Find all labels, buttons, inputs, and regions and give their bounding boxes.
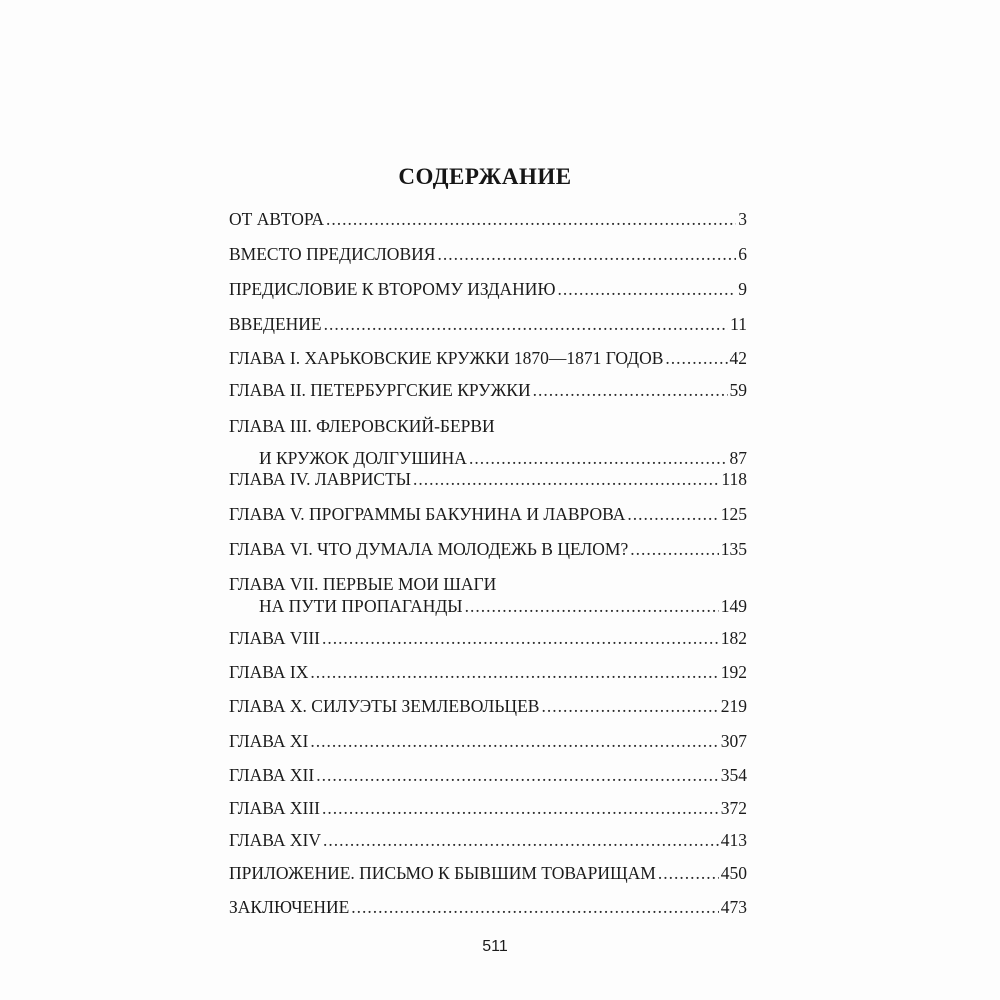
toc-entry xyxy=(229,379,747,401)
toc-entry-title: ОТ АВТОРА xyxy=(229,209,325,229)
toc-entry-title: ГЛАВА XII xyxy=(229,765,315,785)
toc-entry xyxy=(229,730,747,752)
toc-entry xyxy=(229,695,747,717)
toc-entry-page: 450 xyxy=(720,863,747,883)
toc-entry xyxy=(229,415,747,469)
dot-leader xyxy=(413,468,719,490)
toc-entry-page: 11 xyxy=(730,314,747,334)
toc-entry xyxy=(229,278,747,300)
toc-entry-title: ГЛАВА VI. ЧТО ДУМАЛА МОЛОДЕЖЬ В ЦЕЛОМ? xyxy=(229,539,629,559)
toc-entry xyxy=(229,313,747,335)
toc-entry-page: 354 xyxy=(720,765,747,785)
dot-leader xyxy=(557,278,736,300)
toc-entry-page: 413 xyxy=(720,830,747,850)
toc-entry xyxy=(229,243,747,265)
dot-leader xyxy=(627,503,718,525)
dot-leader xyxy=(310,661,718,683)
toc-entry-title: ЗАКЛЮЧЕНИЕ xyxy=(229,897,350,917)
toc-entry xyxy=(229,661,747,683)
toc-entry-title: ГЛАВА XIV xyxy=(229,830,321,850)
dot-leader xyxy=(324,313,729,335)
toc-entry xyxy=(229,538,747,560)
page-title: СОДЕРЖАНИЕ xyxy=(398,164,572,189)
toc-entry-title: ГЛАВА XI xyxy=(229,731,309,751)
toc-entry-page: 118 xyxy=(721,469,747,489)
toc-entry-title: ГЛАВА IV. ЛАВРИСТЫ xyxy=(229,469,412,489)
toc-entry-title: ГЛАВА X. СИЛУЭТЫ ЗЕМЛЕВОЛЬЦЕВ xyxy=(229,696,540,716)
dot-leader xyxy=(351,896,718,918)
toc-entry-title: ГЛАВА I. ХАРЬКОВСКИЕ КРУЖКИ 1870—1871 ГОДОВ xyxy=(229,348,664,368)
dot-leader xyxy=(437,243,736,265)
toc-entry-page: 307 xyxy=(720,731,747,751)
toc-entry-page: 9 xyxy=(738,279,747,299)
toc-entry-page: 3 xyxy=(738,209,747,229)
toc-entry-title: ГЛАВА XIII xyxy=(229,798,321,818)
dot-leader xyxy=(322,627,719,649)
toc-entry-title-first-line: ГЛАВА III. ФЛЕРОВСКИЙ-БЕРВИ xyxy=(229,416,495,436)
toc-entry-title: НА ПУТИ ПРОПАГАНДЫ xyxy=(259,596,463,616)
page-number: 511 xyxy=(482,938,508,955)
toc-entry xyxy=(229,468,747,490)
toc-entry-title: ГЛАВА V. ПРОГРАММЫ БАКУНИНА И ЛАВРОВА xyxy=(229,504,626,524)
dot-leader xyxy=(323,829,719,851)
toc-entry-page: 219 xyxy=(720,696,747,716)
dot-leader xyxy=(469,447,728,469)
toc-entry-title: ГЛАВА II. ПЕТЕРБУРГСКИЕ КРУЖКИ xyxy=(229,380,531,400)
toc-entry-title: ГЛАВА VIII xyxy=(229,628,321,648)
toc-entry-title: ПРИЛОЖЕНИЕ. ПИСЬМО К БЫВШИМ ТОВАРИЩАМ xyxy=(229,863,656,883)
toc-entry xyxy=(229,503,747,525)
toc-entry xyxy=(229,764,747,786)
toc-entry-page: 59 xyxy=(729,380,747,400)
toc-entry xyxy=(229,862,747,884)
toc-entry-page: 473 xyxy=(720,897,747,917)
toc-entry-page: 135 xyxy=(720,539,747,559)
toc-entry xyxy=(229,896,747,918)
toc-entry-title: ПРЕДИСЛОВИЕ К ВТОРОМУ ИЗДАНИЮ xyxy=(229,279,556,299)
dot-leader xyxy=(310,730,718,752)
toc-entry-page: 87 xyxy=(729,448,747,468)
toc-entry xyxy=(229,573,747,617)
table-of-contents xyxy=(229,0,747,1000)
dot-leader xyxy=(658,862,719,884)
dot-leader xyxy=(322,797,719,819)
toc-entry-title-first-line: ГЛАВА VII. ПЕРВЫЕ МОИ ШАГИ xyxy=(229,574,497,594)
toc-entry xyxy=(229,829,747,851)
dot-leader xyxy=(465,595,719,617)
toc-entry xyxy=(229,208,747,230)
toc-entry-title: ГЛАВА IX xyxy=(229,662,309,682)
toc-entry-page: 192 xyxy=(720,662,747,682)
toc-entry-title: ВМЕСТО ПРЕДИСЛОВИЯ xyxy=(229,244,436,264)
toc-entry-page: 182 xyxy=(720,628,747,648)
toc-entry xyxy=(229,347,747,369)
toc-entry-page: 372 xyxy=(720,798,747,818)
dot-leader xyxy=(665,347,727,369)
toc-entry xyxy=(229,797,747,819)
toc-entry-page: 6 xyxy=(738,244,747,264)
toc-entry xyxy=(229,627,747,649)
toc-entry-page: 125 xyxy=(720,504,747,524)
toc-entry-title: ВВЕДЕНИЕ xyxy=(229,314,322,334)
toc-entry-title: И КРУЖОК ДОЛГУШИНА xyxy=(259,448,467,468)
dot-leader xyxy=(630,538,719,560)
dot-leader xyxy=(533,379,728,401)
dot-leader xyxy=(541,695,718,717)
dot-leader xyxy=(326,208,736,230)
toc-entry-page: 42 xyxy=(729,348,747,368)
dot-leader xyxy=(316,764,719,786)
toc-entry-page: 149 xyxy=(720,596,747,616)
